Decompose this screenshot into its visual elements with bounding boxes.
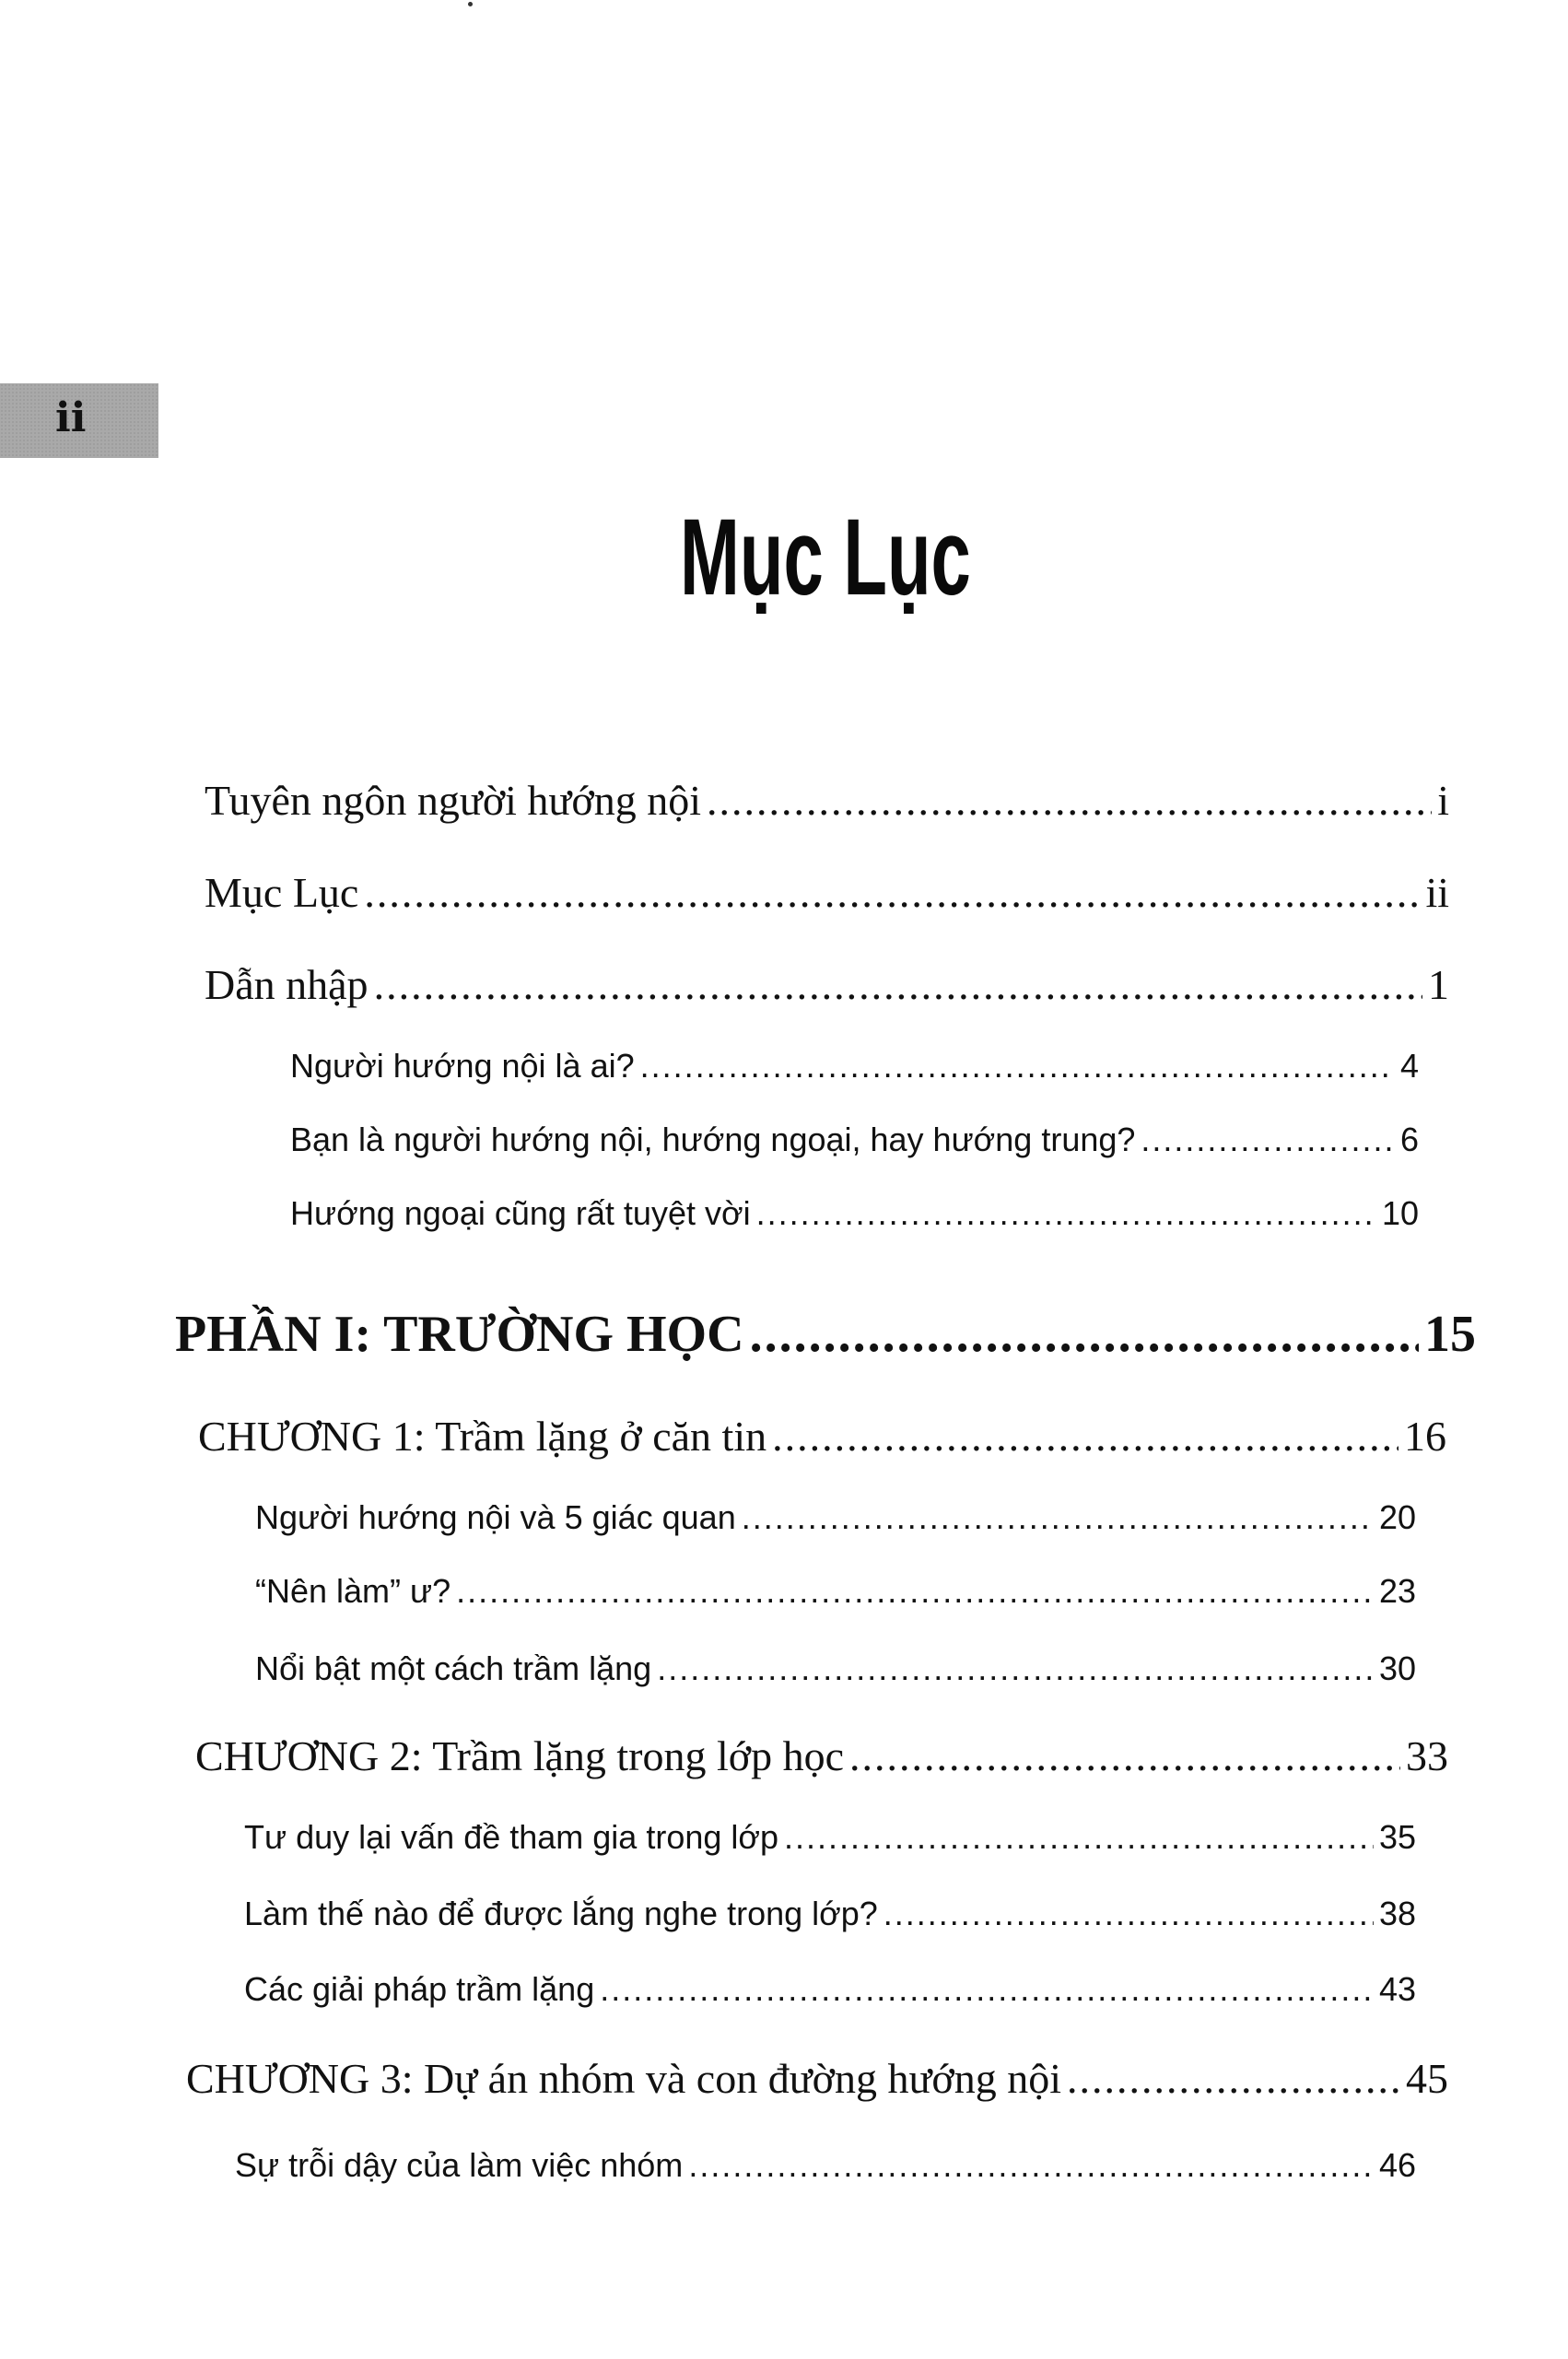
toc-entry-page: 1 (1428, 961, 1449, 1008)
toc-entry-page: 33 (1406, 1732, 1448, 1779)
toc-subentry[interactable] (290, 1194, 1419, 1233)
dot-leader (772, 1412, 1398, 1461)
toc-chapter[interactable] (195, 1731, 1448, 1780)
toc-subentry[interactable] (290, 1121, 1419, 1159)
toc-entry-page: ii (1425, 869, 1449, 916)
toc-entry-label: Người hướng nội là ai? (290, 1047, 635, 1085)
toc-entry-page: 6 (1399, 1121, 1419, 1158)
toc-entry-page: 35 (1378, 1818, 1416, 1856)
toc-entry-label: Bạn là người hướng nội, hướng ngoại, hay hướng trung? (290, 1121, 1136, 1158)
dot-leader (374, 960, 1422, 1009)
dot-leader (600, 1970, 1374, 2009)
toc-entry[interactable] (205, 776, 1449, 825)
dot-leader (883, 1895, 1374, 1933)
toc-entry-label: Tư duy lại vấn đề tham gia trong lớp (244, 1818, 779, 1856)
dot-leader (750, 1305, 1419, 1364)
toc-chapter[interactable] (186, 2054, 1448, 2103)
toc-subentry[interactable] (244, 1895, 1416, 1933)
toc-entry-label: Mục Lục (205, 869, 359, 916)
dot-leader (784, 1818, 1374, 1857)
toc-entry-label: Hướng ngoại cũng rất tuyệt vời (290, 1194, 751, 1232)
scan-speck (468, 2, 473, 6)
dot-leader (707, 776, 1432, 825)
toc-entry-page: 46 (1378, 2146, 1416, 2184)
toc-entry-page: 4 (1399, 1047, 1419, 1085)
toc-entry-label: Tuyên ngôn người hướng nội (205, 777, 701, 824)
toc-subentry[interactable] (244, 1970, 1416, 2009)
toc-entry-label: Các giải pháp trầm lặng (244, 1970, 595, 2008)
toc-entry-page: 16 (1404, 1413, 1446, 1460)
dot-leader (742, 1498, 1374, 1537)
toc-entry-page: 38 (1378, 1895, 1416, 1932)
toc-entry-label: Dẫn nhập (205, 961, 369, 1008)
toc-entry-label: CHƯƠNG 2: Trầm lặng trong lớp học (195, 1732, 845, 1779)
dot-leader (456, 1572, 1374, 1611)
toc-entry[interactable] (205, 960, 1449, 1009)
dot-leader (1141, 1121, 1395, 1159)
toc-entry-label: “Nên làm” ư? (255, 1572, 451, 1610)
toc-entry-page: 10 (1381, 1194, 1419, 1232)
toc-subentry[interactable] (235, 2146, 1416, 2185)
toc-entry-page: 20 (1378, 1498, 1416, 1536)
toc-chapter[interactable] (198, 1412, 1446, 1461)
toc-entry[interactable] (205, 868, 1449, 917)
toc-entry-label: Sự trỗi dậy của làm việc nhóm (235, 2146, 684, 2184)
dot-leader (849, 1731, 1400, 1780)
dot-leader (364, 868, 1420, 917)
toc-entry-label: CHƯƠNG 3: Dự án nhóm và con đường hướng nội (186, 2055, 1062, 2102)
toc-entry-label: PHẦN I: TRƯỜNG HỌC (175, 1306, 744, 1363)
toc-entry-label: Làm thế nào để được lắng nghe trong lớp? (244, 1895, 878, 1932)
toc-entry-page: 15 (1424, 1306, 1476, 1363)
toc-subentry[interactable] (244, 1818, 1416, 1857)
dot-leader (657, 1649, 1374, 1688)
dot-leader (1067, 2054, 1400, 2103)
toc-entry-page: 23 (1378, 1572, 1416, 1610)
toc-entry-label: CHƯƠNG 1: Trầm lặng ở căn tin (198, 1413, 767, 1460)
toc-subentry[interactable] (290, 1047, 1419, 1086)
dot-leader (756, 1194, 1376, 1233)
toc-entry-page: 43 (1378, 1970, 1416, 2008)
toc-entry-label: Người hướng nội và 5 giác quan (255, 1498, 736, 1536)
page-number-tab (0, 383, 158, 458)
page-title: Mục Lục (680, 497, 971, 618)
dot-leader (640, 1047, 1395, 1086)
toc-subentry[interactable] (255, 1498, 1416, 1537)
dot-leader (688, 2146, 1374, 2185)
toc-entry-label: Nổi bật một cách trầm lặng (255, 1649, 652, 1687)
page-number: ii (55, 394, 87, 441)
toc-entry-page: 30 (1378, 1649, 1416, 1687)
toc-subentry[interactable] (255, 1649, 1416, 1688)
toc-subentry[interactable] (255, 1572, 1416, 1611)
toc-part-heading[interactable] (175, 1305, 1476, 1364)
toc-entry-page: 45 (1406, 2055, 1448, 2102)
toc-entry-page: i (1437, 777, 1449, 824)
